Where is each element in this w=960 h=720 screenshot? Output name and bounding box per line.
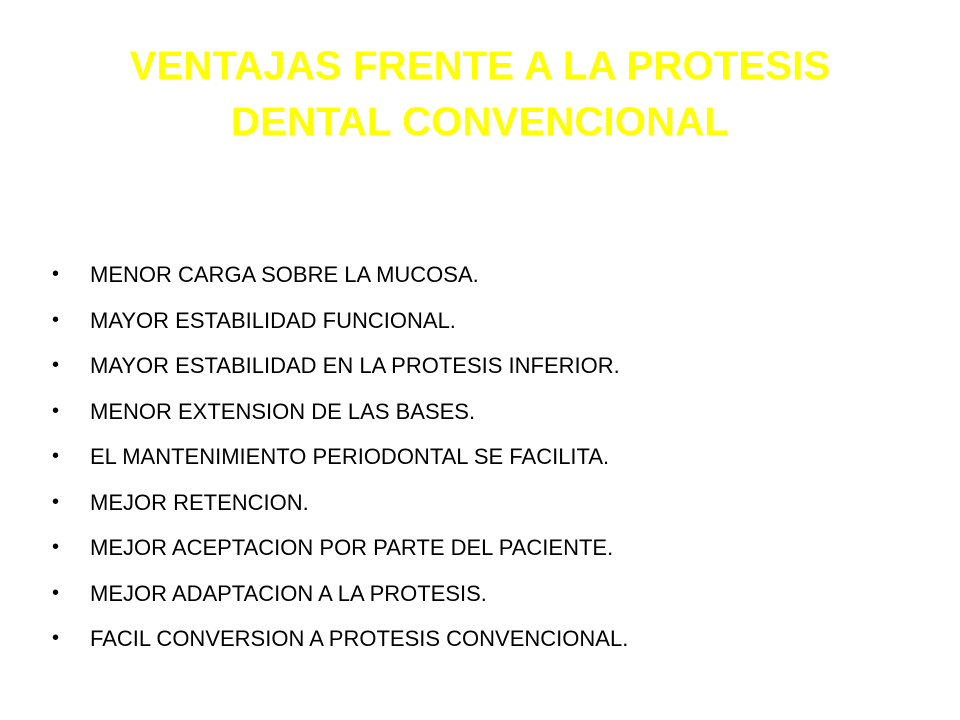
bullet-icon: • — [52, 627, 60, 649]
bullet-text: FACIL CONVERSION A PROTESIS CONVENCIONAL. — [90, 626, 629, 651]
bullet-list — [50, 252, 920, 662]
bullet-item — [50, 616, 920, 662]
bullet-icon: • — [52, 354, 60, 376]
bullet-icon: • — [52, 263, 60, 285]
bullet-text: MENOR EXTENSION DE LAS BASES. — [90, 398, 476, 424]
bullet-text: MAYOR ESTABILIDAD FUNCIONAL. — [90, 307, 456, 333]
bullet-text: MEJOR ADAPTACION A LA PROTESIS. — [90, 580, 487, 606]
bullet-text: EL MANTENIMIENTO PERIODONTAL SE FACILITA. — [90, 444, 610, 469]
bullet-text: MAYOR ESTABILIDAD EN LA PROTESIS INFERIOR. — [90, 353, 620, 378]
bullet-icon: • — [52, 490, 60, 513]
bullet-icon: • — [52, 399, 60, 422]
bullet-text: MEJOR RETENCION. — [90, 489, 309, 515]
bullet-item — [50, 434, 920, 480]
bullet-text: MEJOR ACEPTACION POR PARTE DEL PACIENTE. — [90, 535, 614, 560]
slide-title: VENTAJAS FRENTE A LA PROTESIS DENTAL CONVENCIONAL — [129, 44, 831, 144]
bullet-icon: • — [52, 308, 60, 331]
bullet-item — [50, 525, 920, 571]
bullet-text: MENOR CARGA SOBRE LA MUCOSA. — [90, 262, 479, 287]
bullet-item — [50, 298, 920, 344]
bullet-item — [50, 480, 920, 526]
bullet-item — [50, 343, 920, 389]
bullet-item — [50, 252, 920, 298]
bullet-item — [50, 389, 920, 435]
bullet-icon: • — [52, 445, 60, 467]
bullet-icon: • — [52, 581, 60, 604]
bullet-icon: • — [52, 536, 60, 558]
bullet-item — [50, 571, 920, 617]
